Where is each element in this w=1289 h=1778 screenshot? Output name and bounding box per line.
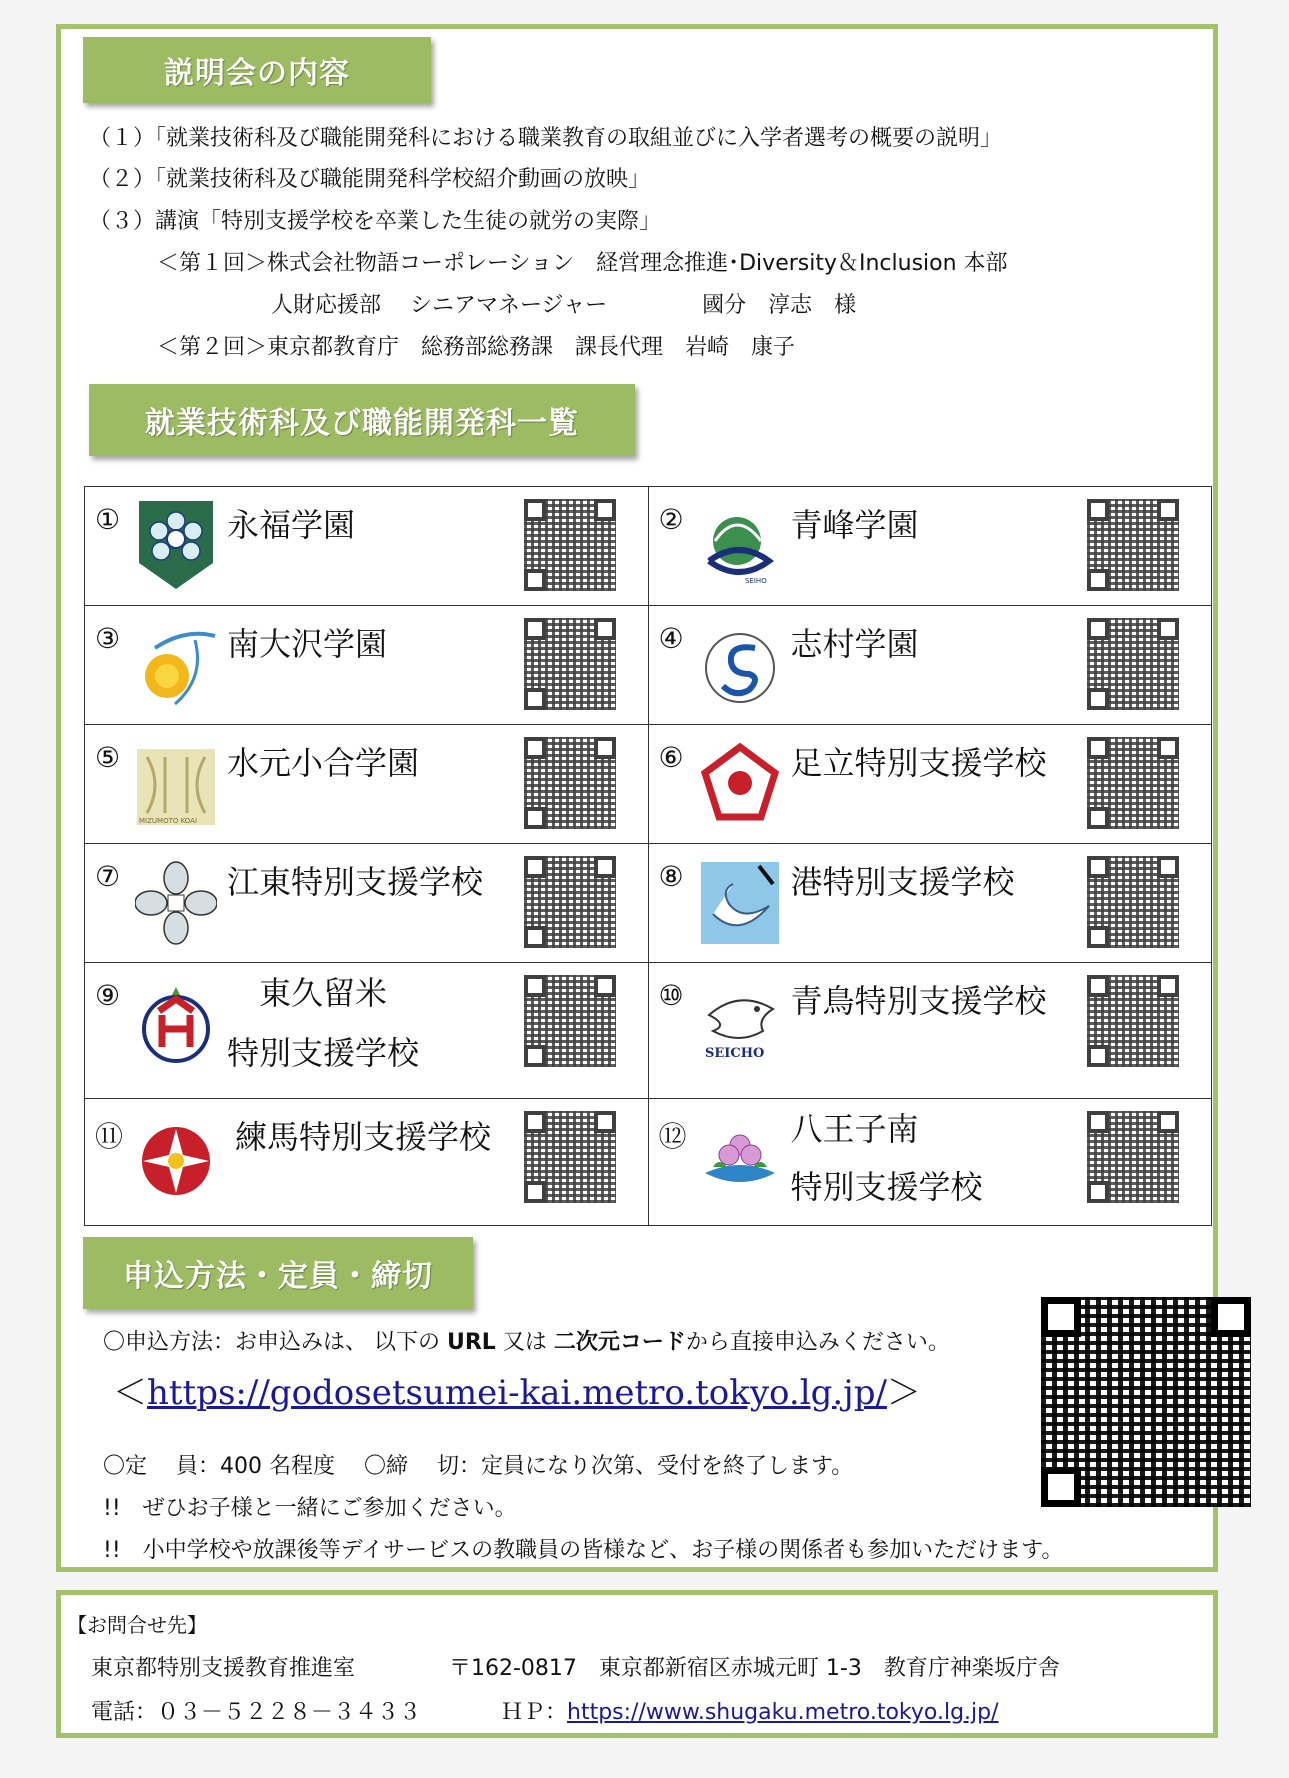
main-frame <box>56 24 1218 1572</box>
apply-capacity: 〇定 員：400 名程度 〇締 切：定員になり次第、受付を終了します。 <box>103 1454 854 1479</box>
section-title-apply: 申込方法・定員・締切 <box>83 1237 473 1309</box>
school-name-line1: 東久留米 <box>259 974 388 1013</box>
school-name: 青峰学園 <box>790 506 919 544</box>
hachioji-minami-crest-icon <box>699 1111 781 1203</box>
school-number: ⑩ <box>658 979 684 1013</box>
section-title-content: 説明会の内容 <box>83 37 431 103</box>
eifuku-crest-icon <box>135 499 217 591</box>
qr-code-icon[interactable] <box>1087 499 1179 591</box>
school-number: ⑫ <box>658 1119 687 1153</box>
school-name-line2: 特別支援学校 <box>790 1167 983 1206</box>
school-name: 足立特別支援学校 <box>790 744 1047 783</box>
contact-phone: 電話：０３－５２２８－３４３３ <box>91 1700 422 1725</box>
school-cell-11 <box>85 1098 649 1225</box>
qr-code-icon[interactable] <box>1087 1111 1179 1203</box>
qr-code-icon[interactable] <box>1087 856 1179 948</box>
school-name-line1: 八王子南 <box>790 1109 919 1148</box>
apply-url-link[interactable]: https://godosetsumei-kai.metro.tokyo.lg.jp/ <box>147 1373 887 1413</box>
school-number: ③ <box>95 622 121 656</box>
school-name: 水元小合学園 <box>227 744 420 783</box>
section-title-list: 就業技術科及び職能開発科一覧 <box>89 384 635 456</box>
mizumoto-crest-icon <box>135 737 217 829</box>
minato-crest-icon <box>699 856 781 948</box>
school-name: 永福学園 <box>227 506 356 544</box>
school-name-line2: 特別支援学校 <box>227 1034 420 1073</box>
school-name: 南大沢学園 <box>227 625 388 664</box>
lecture-first-line1: ＜第１回＞株式会社物語コーポレーション 経営理念推進･Diversity＆Inclusion 本部 <box>157 251 1008 276</box>
contact-hp: ＨＰ：https://www.shugaku.metro.tokyo.lg.jp/ <box>501 1700 999 1725</box>
school-cell-9 <box>85 963 649 1098</box>
contact-heading: 【お問合せ先】 <box>67 1613 207 1637</box>
contact-hp-link[interactable]: https://www.shugaku.metro.tokyo.lg.jp/ <box>567 1700 999 1725</box>
school-number: ⑥ <box>658 741 684 775</box>
school-number: ⑧ <box>658 860 684 894</box>
qr-code-icon[interactable] <box>1087 618 1179 710</box>
school-number: ⑤ <box>95 741 121 775</box>
shimura-crest-icon <box>699 618 781 710</box>
school-name: 港特別支援学校 <box>790 863 1015 902</box>
lecture-second: ＜第２回＞東京都教育庁 総務部総務課 課長代理 岩崎 康子 <box>157 335 796 360</box>
svg-text:MIZUMOTO KOAI: MIZUMOTO KOAI <box>139 817 198 826</box>
svg-text:SEICHO: SEICHO <box>704 1046 764 1062</box>
school-cell-7 <box>85 844 649 963</box>
school-cell-6 <box>648 725 1212 844</box>
school-cell-2 <box>648 487 1212 606</box>
school-name: 練馬特別支援学校 <box>235 1117 492 1156</box>
svg-text:SEIHO: SEIHO <box>744 577 767 585</box>
contact-org: 東京都特別支援教育推進室 <box>91 1656 356 1681</box>
qr-code-icon[interactable] <box>1087 737 1179 829</box>
school-number: ⑨ <box>95 979 121 1013</box>
qr-code-icon[interactable] <box>524 499 616 591</box>
qr-code-icon[interactable] <box>524 737 616 829</box>
school-number: ④ <box>658 622 684 656</box>
qr-code-icon[interactable] <box>524 856 616 948</box>
school-name: 青鳥特別支援学校 <box>790 982 1047 1021</box>
content-item-1: （１）「就業技術科及び職能開発科における職業教育の取組並びに入学者選考の概要の説明」 <box>89 126 1003 151</box>
qr-code-icon[interactable] <box>524 975 616 1067</box>
contact-address: 〒162-0817 東京都新宿区赤城元町 1-3 教育庁神楽坂庁舎 <box>449 1656 1060 1681</box>
apply-method: 〇申込方法：お申込みは、 以下の URL 又は 二次元コードから直接申込みください。 <box>103 1330 950 1355</box>
school-cell-12 <box>648 1098 1212 1225</box>
school-name: 志村学園 <box>790 625 919 664</box>
content-item-2: （２）「就業技術科及び職能開発科学校紹介動画の放映」 <box>89 167 651 192</box>
apply-code-word: 二次元コード <box>553 1330 686 1355</box>
nerima-crest-icon <box>135 1111 217 1203</box>
qr-code-icon[interactable] <box>524 1111 616 1203</box>
apply-url-word: URL <box>447 1330 496 1355</box>
school-cell-3 <box>85 606 649 725</box>
koto-crest-icon <box>135 856 217 948</box>
school-cell-5 <box>85 725 649 844</box>
school-name: 江東特別支援学校 <box>227 863 484 902</box>
qr-code-icon[interactable] <box>1087 975 1179 1067</box>
seiho-crest-icon <box>699 499 781 591</box>
school-number: ② <box>658 503 684 536</box>
contact-box <box>56 1590 1218 1738</box>
school-number: ① <box>95 503 121 536</box>
school-number: ⑪ <box>95 1119 124 1153</box>
school-name <box>227 969 419 1077</box>
higashikurume-crest-icon <box>135 975 217 1067</box>
school-cell-1 <box>85 487 649 606</box>
school-cell-10 <box>648 963 1212 1098</box>
apply-qr-code-icon[interactable] <box>1041 1297 1251 1507</box>
school-cell-4 <box>648 606 1212 725</box>
sunflower-crest-icon <box>135 618 217 710</box>
lecture-first-line2: 人財応援部 シニアマネージャー 國分 淳志 様 <box>271 293 857 318</box>
school-table <box>84 486 1212 1226</box>
apply-note-1: !! ぜひお子様と一緒にご参加ください。 <box>103 1496 517 1521</box>
content-item-3: （３）講演「特別支援学校を卒業した生徒の就労の実際」 <box>89 209 662 234</box>
school-cell-8 <box>648 844 1212 963</box>
seicho-crest-icon <box>699 975 781 1067</box>
adachi-crest-icon <box>699 737 781 829</box>
qr-code-icon[interactable] <box>524 618 616 710</box>
apply-note-2: !! 小中学校や放課後等デイサービスの教職員の皆様など、お子様の関係者も参加いただけます。 <box>103 1538 1064 1563</box>
school-name <box>791 1105 983 1211</box>
school-number: ⑦ <box>95 860 121 894</box>
apply-url-line: ＜https://godosetsumei-kai.metro.tokyo.lg.jp/＞ <box>113 1373 921 1413</box>
